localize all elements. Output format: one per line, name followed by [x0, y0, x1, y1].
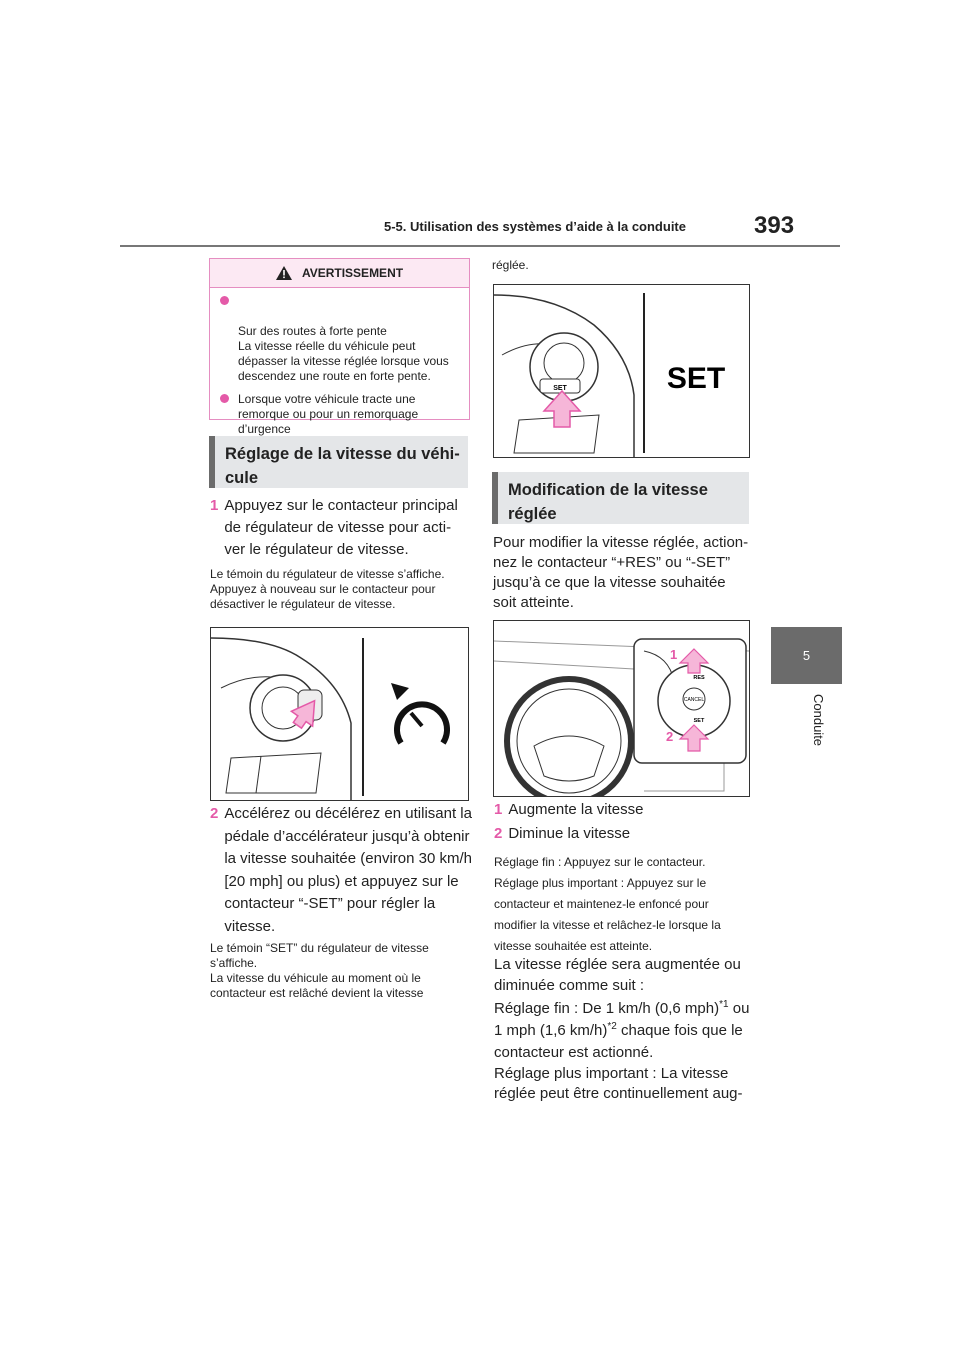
step-text: Appuyez sur le contacteur principal de régulateur de vitesse pour acti-ver le régulateur de vitesse. [224, 497, 458, 558]
fine-amount-text-a: Réglage fin : De 1 km/h (0,6 mph) [494, 1000, 720, 1017]
fine-amount-text-b: ou 1 mph (1,6 km/h) [494, 1000, 750, 1039]
paragraph-adjust: La vitesse réglée sera augmentée ou diminuée comme suit : [494, 956, 741, 994]
section-heading-change-speed: Modification de la vitesse réglée [492, 472, 749, 524]
fine-amount-text-c: chaque fois que le contacteur est actionné. [494, 1022, 743, 1061]
fine-adjust-note: Réglage fin : Appuyez sur le contacteur. [494, 855, 706, 869]
callout-2: 2 [666, 729, 674, 744]
item-2 [494, 823, 752, 845]
footnote-2: *2 [607, 1021, 617, 1032]
warning-item-text: Lorsque votre véhicule tracte une remorque ou pour un remorquage d’urgence [238, 392, 419, 436]
set-label: SET [693, 718, 705, 724]
warning-triangle-icon [276, 266, 292, 280]
warning-item-text: Sur des routes à forte pente La vitesse réelle du véhicule peut dépasser la vitesse réglée lorsque vous descendez une route en forte pente. [238, 324, 449, 383]
steering-wheel-figure [493, 620, 750, 797]
set-switch-figure [493, 284, 750, 458]
res-label: RES [693, 675, 705, 681]
step-2 [210, 803, 472, 938]
chapter-tab: 5 [771, 627, 842, 684]
cancel-label: CANCEL [683, 697, 705, 703]
continued-note: réglée. [492, 258, 529, 272]
warning-box [209, 258, 470, 436]
item-text: Augmente la vitesse [508, 801, 644, 818]
item-number: 2 [494, 825, 503, 842]
header-section-title: 5-5. Utilisation des systèmes d’aide à la conduite [384, 219, 686, 234]
item-number: 1 [494, 801, 503, 818]
warning-header [210, 259, 469, 288]
step-1-note: Le témoin du régulateur de vitesse s’affiche. Appuyez à nouveau sur le contacteur pour désactiver le régulateur de vitesse. [210, 567, 445, 611]
step-number: 2 [210, 805, 219, 822]
callout-1: 1 [670, 647, 678, 662]
set-indicator-label: SET [666, 362, 726, 395]
set-switch-label: SET [553, 385, 567, 392]
page-number: 393 [754, 212, 795, 239]
header-rule [120, 245, 840, 247]
step-1 [210, 495, 468, 561]
large-adjust-note: Réglage plus important : Appuyez sur le contacteur et maintenez-le enfoncé pour modifier la vitesse et relâchez-le lorsque la vitesse souhaitée est atteinte. [494, 876, 721, 953]
warning-item [220, 294, 463, 384]
paragraph-fine-amount [494, 998, 756, 1064]
cruise-indicator-icon [391, 683, 447, 743]
section-heading-speed-setting: Réglage de la vitesse du véhi-cule [209, 436, 468, 488]
warning-item [220, 392, 463, 437]
bullet-icon [220, 296, 229, 305]
chapter-label: Conduite [811, 694, 826, 747]
step-text: Accélérez ou décélérez en utilisant la pédale d’accélérateur jusqu’à obtenir la vitesse souhaitée (environ 30 km/h [20 mph] ou plus) et appuyez sur le contacteur “-SET” pour régler la vitesse. [224, 805, 472, 935]
step-number: 1 [210, 497, 219, 514]
bullet-icon [220, 394, 229, 403]
paragraph-large-amount: Réglage plus important : La vitesse réglée peut être continuellement aug- [494, 1065, 743, 1102]
warning-title: AVERTISSEMENT [301, 266, 404, 280]
step-2-note: Le témoin “SET” du régulateur de vitesse s’affiche. La vitesse du véhicule au moment où le contacteur est relâché devient la vitesse [210, 941, 429, 1000]
item-text: Diminue la vitesse [508, 825, 631, 842]
item-1 [494, 799, 752, 821]
section-2-intro: Pour modifier la vitesse réglée, action-nez le contacteur “+RES” ou “-SET” jusqu’à ce que la vitesse souhaitée soit atteinte. [493, 534, 749, 611]
main-switch-figure [210, 627, 469, 801]
footnote-1: *1 [719, 999, 729, 1010]
